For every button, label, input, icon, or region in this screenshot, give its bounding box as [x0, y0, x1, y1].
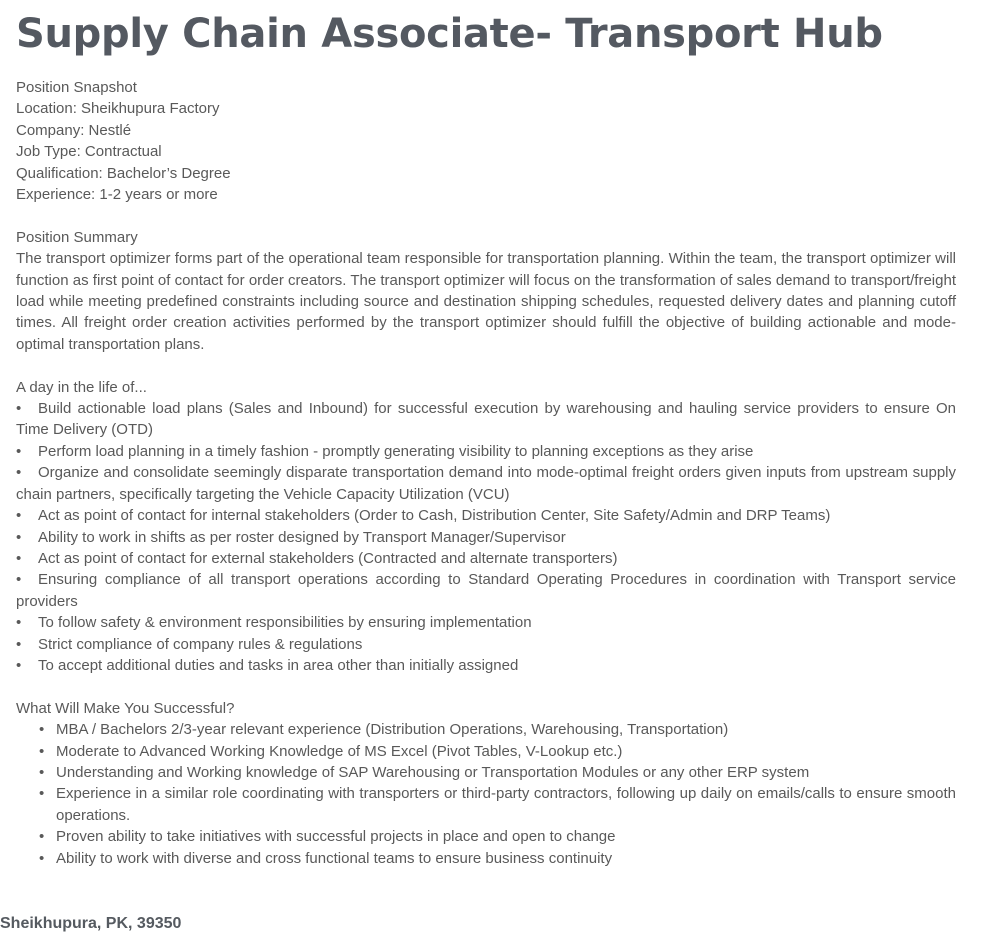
position-snapshot-section [16, 77, 956, 205]
list-item-text: Moderate to Advanced Working Knowledge of MS Excel (Pivot Tables, V-Lookup etc.) [56, 742, 623, 760]
bullet-icon: • [39, 721, 45, 739]
list-item-text: Ability to work in shifts as per roster designed by Transport Manager/Supervisor [38, 528, 566, 546]
bullet-icon: • [16, 464, 22, 482]
day-in-life-section [16, 377, 956, 677]
day-responsibility-list [16, 398, 956, 676]
list-item-text: Understanding and Working knowledge of SAP Warehousing or Transportation Modules or any other ERP system [56, 763, 810, 781]
snapshot-experience: Experience: 1-2 years or more [16, 186, 218, 204]
snapshot-heading: Position Snapshot [16, 79, 137, 96]
snapshot-company: Company: Nestlé [16, 121, 132, 139]
list-item [16, 655, 956, 676]
list-item-text: Experience in a similar role coordinating with transporters or third-party contractors, following up daily on emails/calls to ensure smooth operations. [56, 785, 956, 824]
bullet-icon: • [16, 614, 22, 632]
position-summary-section [16, 227, 956, 355]
list-item-text: Act as point of contact for internal stakeholders (Order to Cash, Distribution Center, Site Safety/Admin and DRP Teams) [38, 507, 831, 525]
bullet-icon: • [39, 742, 45, 760]
list-item-text: Perform load planning in a timely fashion - promptly generating visibility to planning exceptions as they arise [38, 442, 754, 460]
success-requirement-list [16, 719, 956, 869]
success-heading: What Will Make You Successful? [16, 699, 235, 717]
list-item [16, 505, 956, 526]
list-item-text: MBA / Bachelors 2/3-year relevant experience (Distribution Operations, Warehousing, Transportation) [56, 721, 729, 739]
summary-text: The transport optimizer forms part of the operational team responsible for transportation planning. Within the team, the transport optimizer will function as first point of contact for order creators. The transport optimizer will focus on the transformation of sales demand to transport/freight load while meeting predefined constraints including source and destination shipping schedules, requested delivery dates and planning cutoff times. All freight order creation activities performed by the transport optimizer should fulfill the objective of building actionable and mode-optimal transportation plans. [16, 250, 956, 353]
snapshot-location: Location: Sheikhupura Factory [16, 100, 220, 118]
bullet-icon: • [16, 656, 22, 674]
bullet-icon: • [39, 849, 45, 867]
snapshot-qualification: Qualification: Bachelor’s Degree [16, 164, 231, 182]
bullet-icon: • [16, 400, 22, 418]
job-description [16, 77, 956, 869]
bullet-icon: • [39, 828, 45, 846]
list-item [16, 634, 956, 655]
day-heading: A day in the life of... [16, 378, 147, 396]
spacer [16, 355, 956, 376]
list-item [16, 612, 956, 633]
list-item-text: Proven ability to take initiatives with successful projects in place and open to change [56, 828, 616, 846]
bullet-icon: • [16, 635, 22, 653]
summary-heading: Position Summary [16, 228, 138, 246]
list-item-text: Ensuring compliance of all transport operations according to Standard Operating Procedures in coordination with Transport service providers [16, 571, 956, 610]
list-item-text: Act as point of contact for external stakeholders (Contracted and alternate transporters) [38, 549, 618, 567]
job-location-footer: Sheikhupura, PK, 39350 [0, 915, 182, 932]
bullet-icon: • [39, 763, 45, 781]
spacer [16, 676, 956, 697]
list-item [16, 569, 956, 612]
bullet-icon: • [16, 571, 22, 589]
list-item-text: Ability to work with diverse and cross functional teams to ensure business continuity [56, 849, 613, 867]
list-item-text: Organize and consolidate seemingly disparate transportation demand into mode-optimal freight orders given inputs from upstream supply chain partners, specifically targeting the Vehicle Capacity Utilization (VCU) [16, 464, 956, 503]
list-item [16, 527, 956, 548]
bullet-icon: • [16, 442, 22, 460]
job-title: Supply Chain Associate- Transport Hub [16, 11, 883, 57]
list-item-text: To accept additional duties and tasks in area other than initially assigned [38, 656, 519, 674]
list-item [39, 848, 956, 869]
list-item [39, 719, 956, 740]
list-item-text: Build actionable load plans (Sales and Inbound) for successful execution by warehousing and hauling service providers to ensure On Time Delivery (OTD) [16, 400, 956, 439]
snapshot-job-type: Job Type: Contractual [16, 143, 162, 161]
list-item [16, 462, 956, 505]
list-item [39, 826, 956, 847]
success-section [16, 698, 956, 869]
list-item [39, 741, 956, 762]
list-item [39, 783, 956, 826]
bullet-icon: • [16, 528, 22, 546]
list-item [39, 762, 956, 783]
list-item [16, 441, 956, 462]
list-item-text: Strict compliance of company rules & regulations [38, 635, 363, 653]
list-item-text: To follow safety & environment responsibilities by ensuring implementation [38, 614, 532, 632]
bullet-icon: • [16, 549, 22, 567]
list-item [16, 548, 956, 569]
bullet-icon: • [16, 507, 22, 525]
spacer [16, 205, 956, 226]
list-item [16, 398, 956, 441]
bullet-icon: • [39, 785, 45, 803]
